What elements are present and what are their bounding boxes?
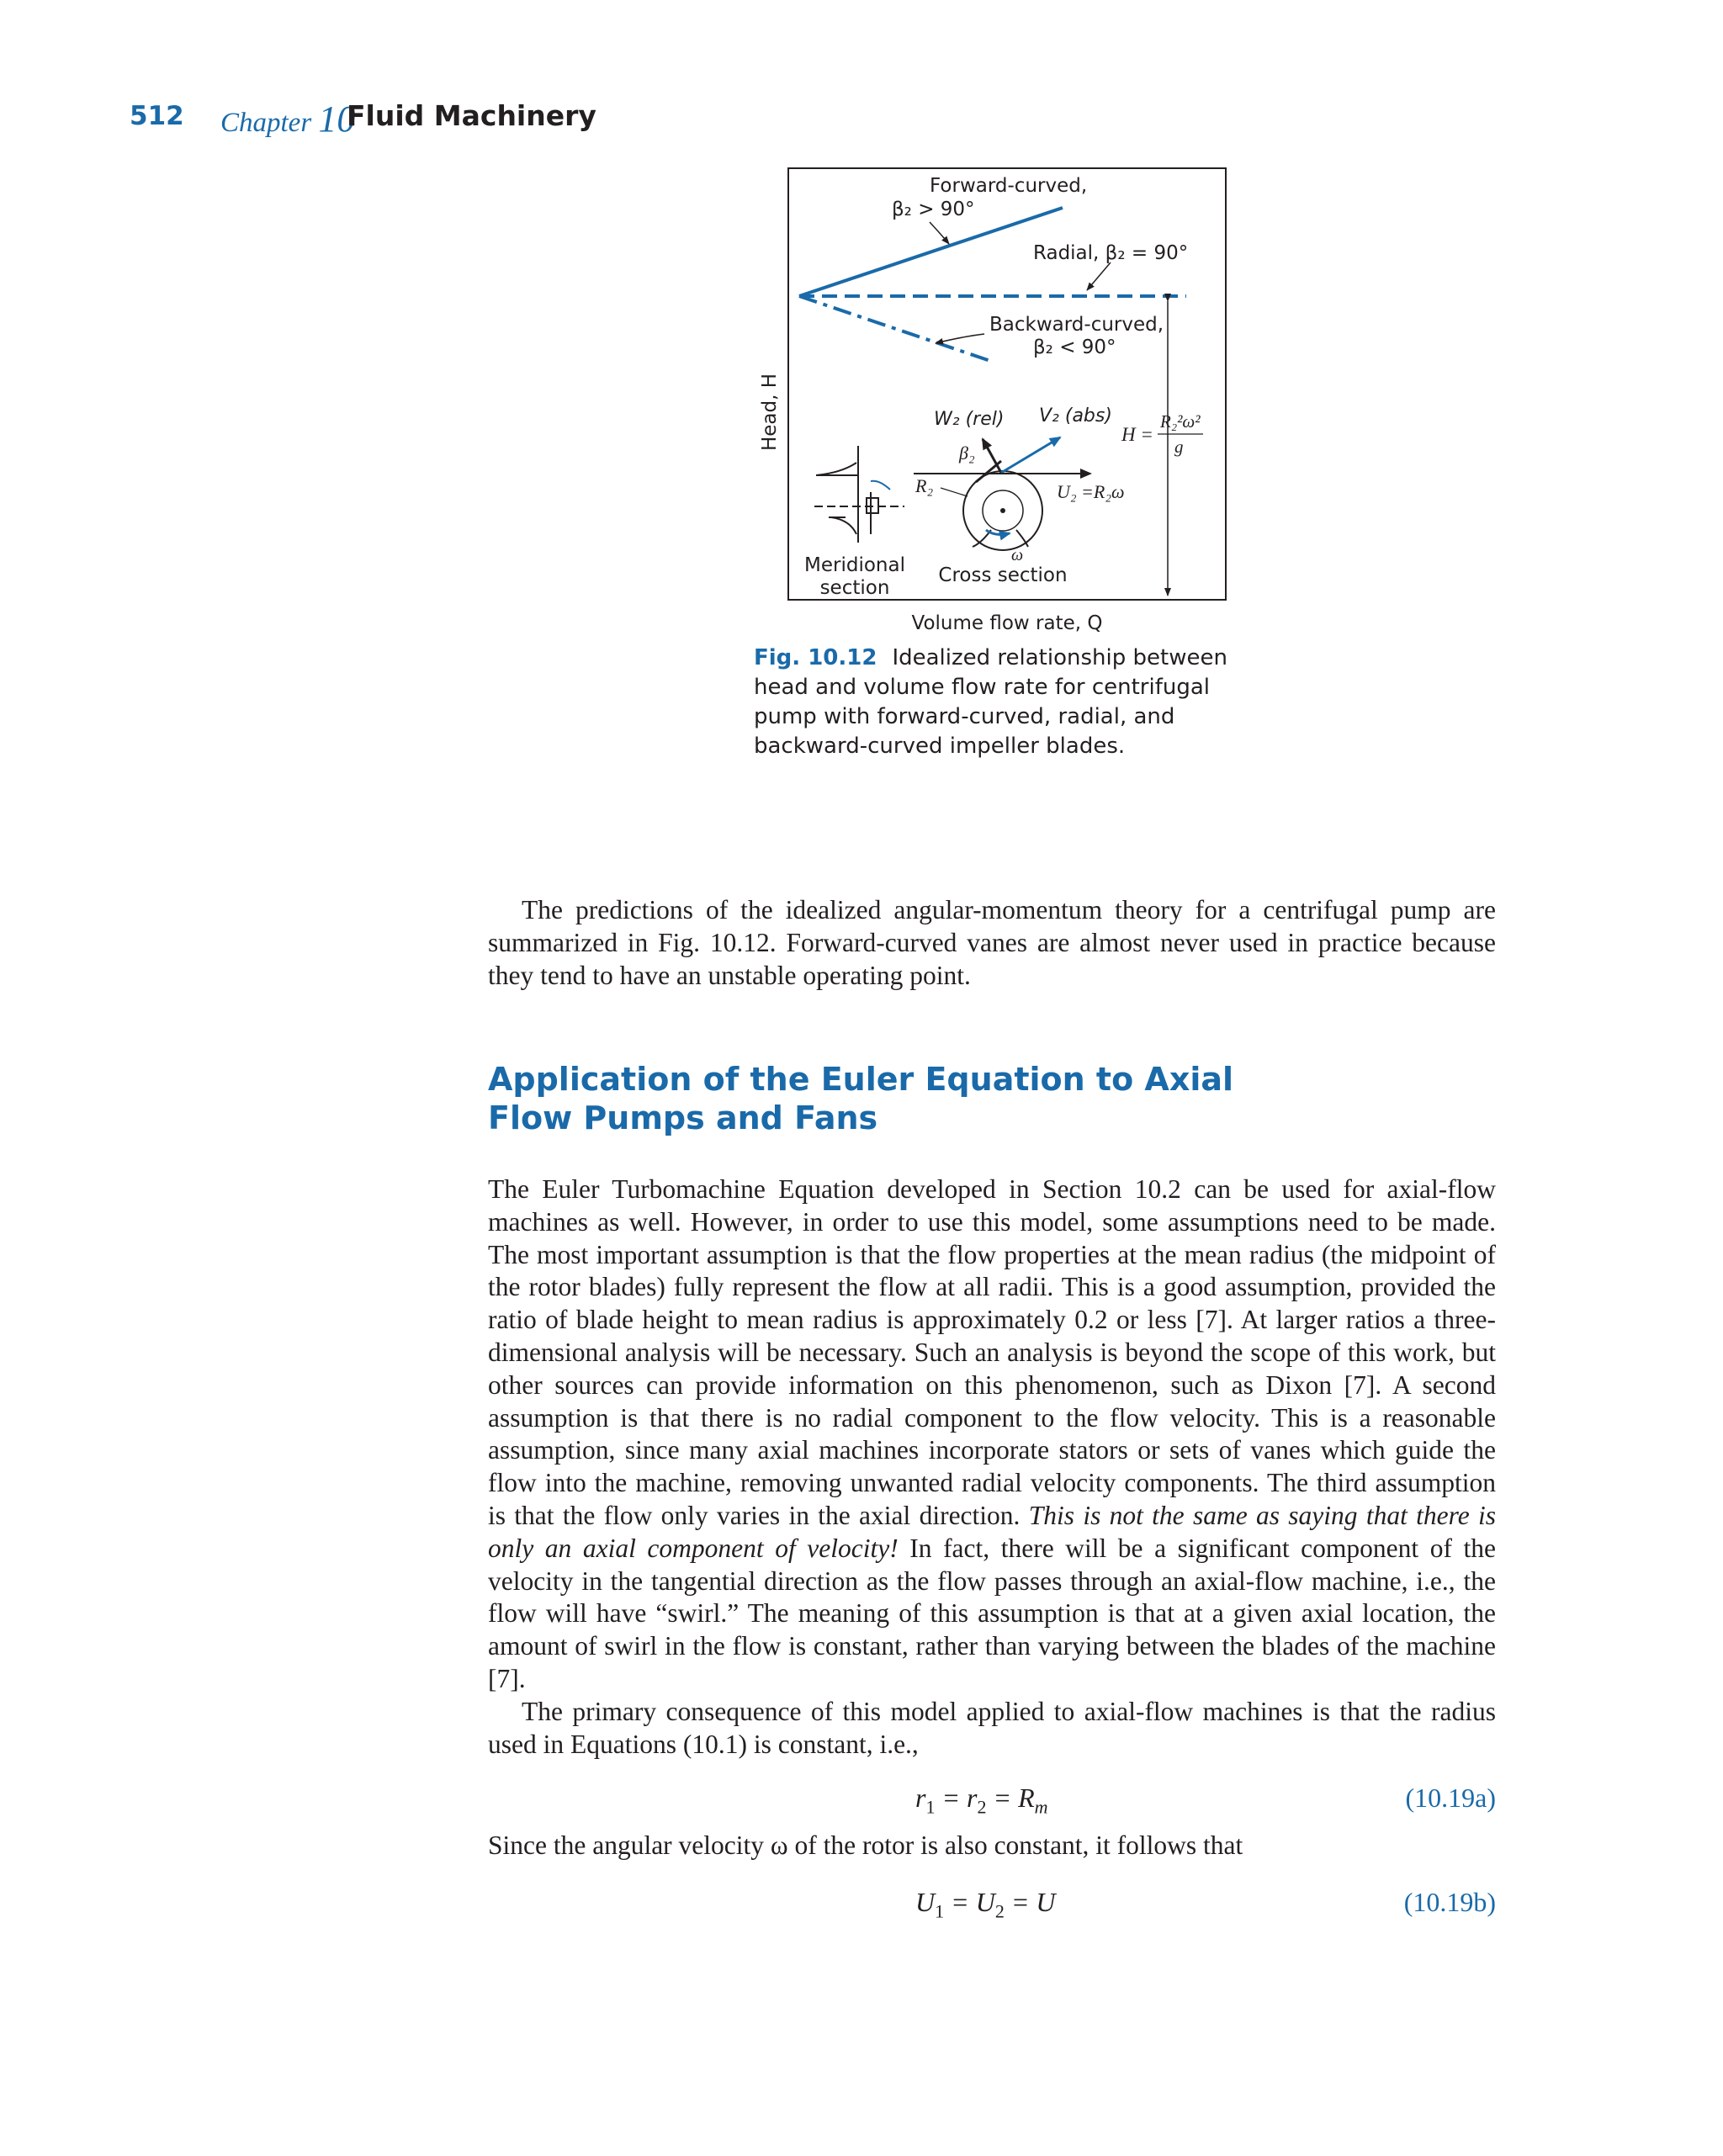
paragraph-2-italic: This is not the same as saying that there is only an axial component of velocity!: [488, 1500, 1497, 1563]
label-u2: U₂ =R₂ω: [1057, 481, 1125, 502]
label-backward-beta: β₂ < 90°: [1033, 336, 1116, 358]
paragraph-angular-velocity: [488, 1830, 1496, 1862]
axis-x-label: Volume flow rate, Q: [911, 612, 1103, 634]
section-heading: [488, 1060, 1245, 1137]
paragraph-2a: The Euler Turbomachine Equation developed in Section 10.2 can be used for axial-flow machines as well. However, in order to use this model, some assumptions need to be made. The most important assumption is that the flow properties at the mean radius (the midpoint of the rotor blades) fully represent the flow at all radii. This is a good assumption, provided the ratio of blade height to mean radius is approximately 0.2 or less [7]. At larger ratios a three-dimensional analysis will be necessary. Such an analysis is beyond the scope of this work, but other sources can provide information on this phenomenon, such as Dixon [7]. A second assumption is that there is no radial component to the flow velocity. This is a reasonable assumption, since many axial machines incorporate stators or sets of vanes which guide the flow into the machine, removing unwanted radial velocity components. The third assumption is that the flow only varies in the axial direction.: [488, 1174, 1496, 1530]
chapter-word: Chapter: [220, 108, 312, 138]
paragraph-1-text: The predictions of the idealized angular-momentum theory for a centrifugal pump are summarized in Fig. 10.12. Forward-curved vanes are almost never used in practice because they tend to have an unstable operating point.: [488, 895, 1496, 990]
label-r2: R₂: [915, 475, 934, 496]
equation-2-number: (10.19b): [1403, 1887, 1496, 1917]
head-flow-diagram: [724, 160, 1329, 648]
label-v2: V₂ (abs): [1039, 405, 1112, 426]
chapter-label: [220, 98, 355, 140]
pointer-forward: [930, 222, 949, 244]
label-h-denominator: g: [1174, 437, 1184, 457]
chapter-number: 10: [318, 98, 356, 140]
label-radial: Radial, β₂ = 90°: [1033, 242, 1189, 264]
forward-curved-line: [799, 208, 1063, 296]
paragraph-3: The primary consequence of this model applied to axial-flow machines is that the radius used in Equations (10.1) is constant, i.e.,: [488, 1696, 1496, 1759]
meridional-section-sketch: [814, 446, 904, 543]
pointer-backward: [936, 334, 984, 343]
paragraph-2b: In fact, there will be a significant component of the velocity in the tangential direction as the flow passes through an axial-flow machine, i.e., the flow will have “swirl.” The meaning of this assumption is that at a given axial location, the amount of swirl in the flow is constant, rather than varying between the blades of the machine [7].: [488, 1533, 1497, 1693]
paragraph-4: Since the angular velocity ω of the rotor is also constant, it follows that: [488, 1830, 1243, 1860]
label-meridional-1: Meridional: [804, 554, 905, 576]
label-forward-beta: β₂ > 90°: [892, 199, 975, 220]
equation-10-19b: [488, 1887, 1496, 1924]
caption-text: Idealized relationship between head and volume flow rate for centrifugal pump with forward-curved, radial, and backward-curved impeller blades.: [754, 645, 1227, 759]
equation-1-expression: $r_1 = r_2 = R_m$: [915, 1783, 1048, 1818]
label-cross-section: Cross section: [938, 564, 1068, 586]
figure-10-12: [724, 160, 1329, 648]
equation-10-19a: [488, 1783, 1496, 1820]
v2-vector: [1001, 437, 1060, 473]
figure-caption: [754, 644, 1259, 761]
paragraph-2: [488, 1173, 1496, 1696]
section-heading-line-2: Flow Pumps and Fans: [488, 1099, 878, 1136]
axis-y-label: Head, H: [759, 373, 781, 452]
equation-1-number: (10.19a): [1405, 1783, 1496, 1813]
page-number: 512: [130, 101, 184, 131]
label-w2: W₂ (rel): [934, 409, 1005, 430]
label-beta2: β₂: [959, 442, 975, 464]
label-h-numerator: R₂²ω²: [1160, 411, 1201, 432]
meridional-flow-arrow: [871, 481, 890, 490]
equation-2-expression: $U_1 = U_2 = U$: [915, 1887, 1056, 1922]
paragraph-predictions: [488, 894, 1496, 992]
label-backward: Backward-curved,: [989, 314, 1164, 336]
label-forward: Forward-curved,: [930, 175, 1088, 197]
caption-label: Fig. 10.12: [754, 645, 877, 670]
label-h-eq: H =: [1121, 424, 1153, 445]
body-paragraphs: [488, 1173, 1496, 1761]
pointer-radial: [1087, 262, 1111, 290]
chapter-title: Fluid Machinery: [347, 99, 596, 132]
section-heading-line-1: Application of the Euler Equation to Axial: [488, 1061, 1234, 1098]
label-meridional-2: section: [819, 577, 890, 599]
backward-curved-line: [799, 296, 993, 362]
label-omega: ω: [1011, 546, 1024, 564]
